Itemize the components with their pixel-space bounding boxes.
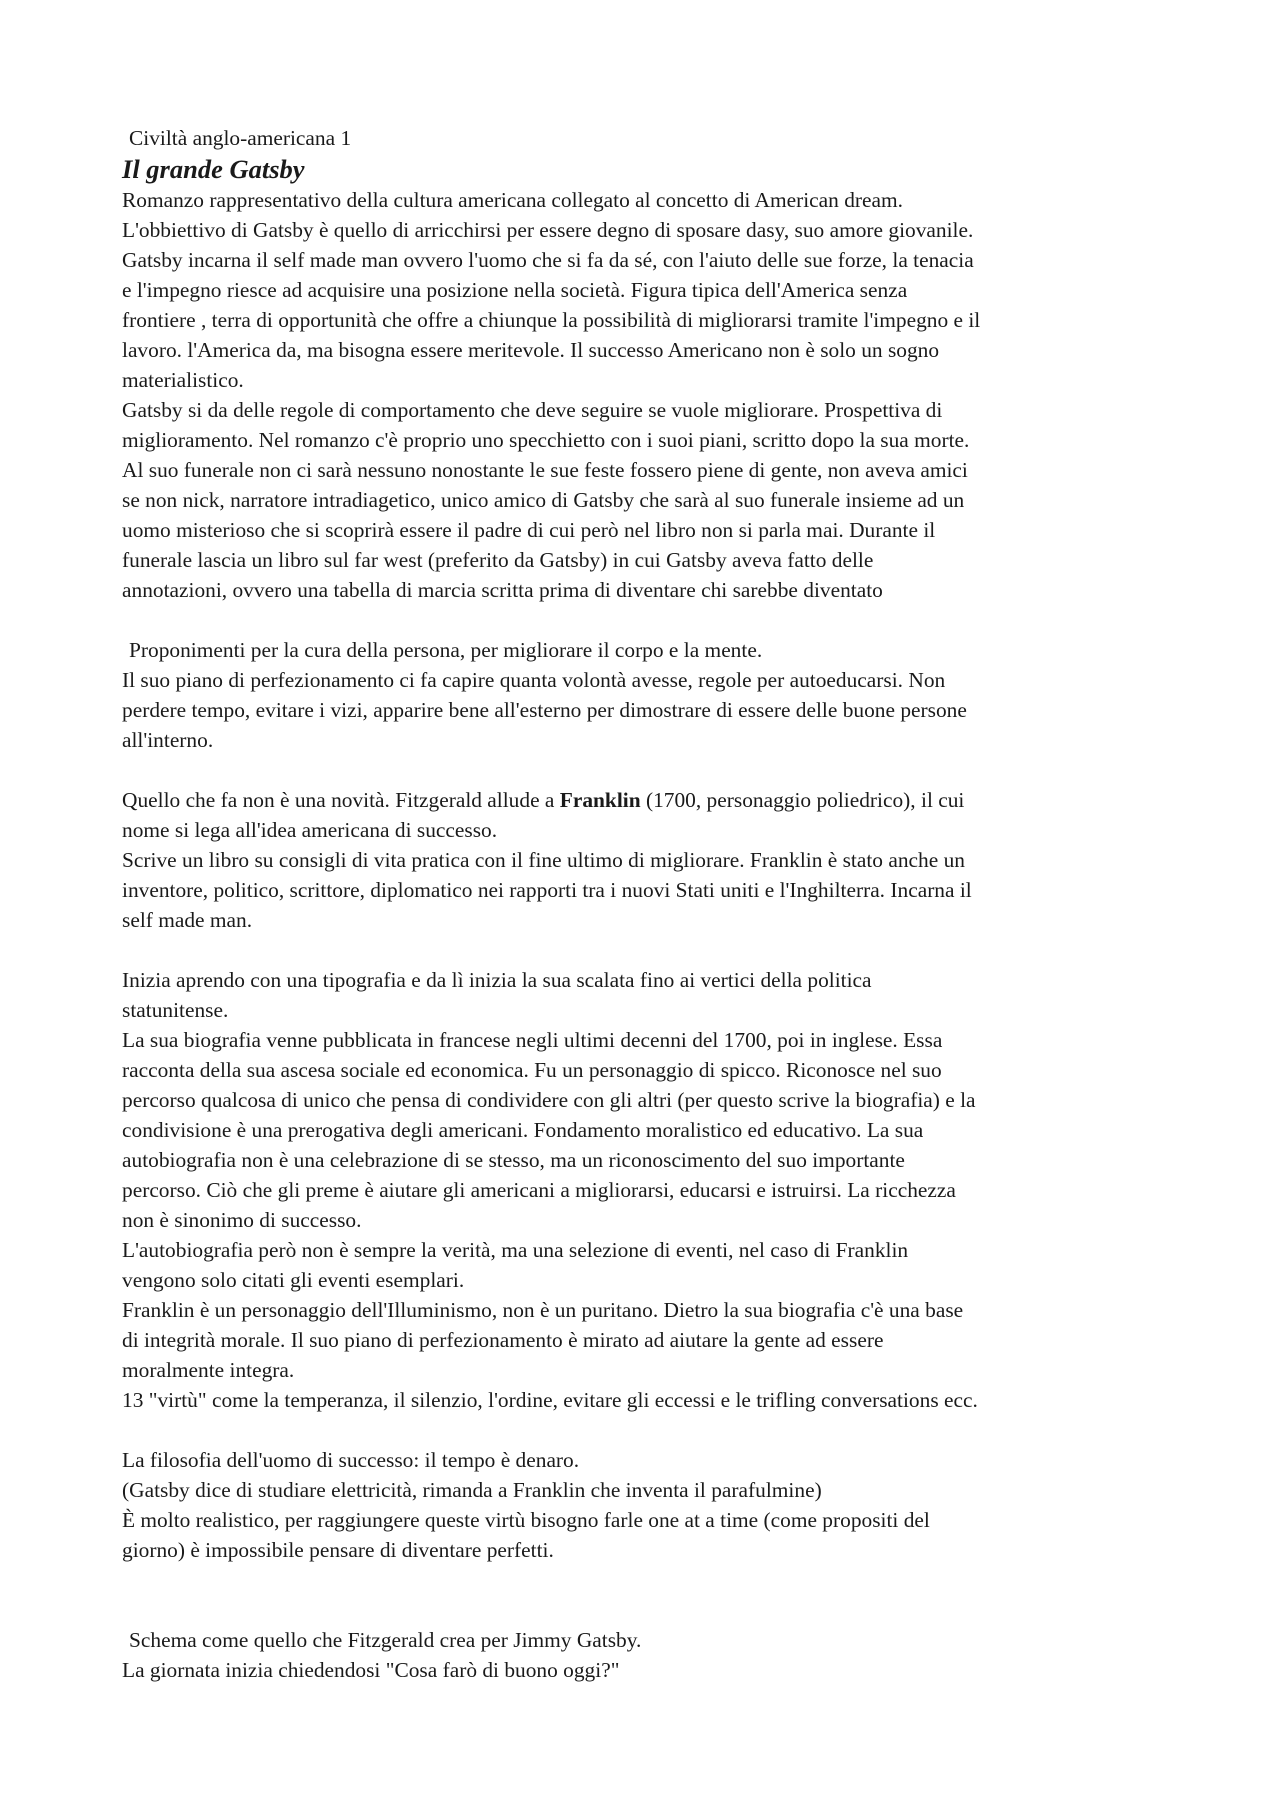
text-line: all'interno.: [122, 728, 214, 752]
paragraph-biografia: [122, 965, 1172, 1415]
text-line: self made man.: [122, 908, 253, 932]
text-line: Scrive un libro su consigli di vita pratica con il fine ultimo di migliorare. Franklin è stato anche un: [122, 848, 965, 872]
blank-line: [122, 935, 1172, 965]
text-line: statunitense.: [122, 998, 229, 1022]
text-line: La sua biografia venne pubblicata in francese negli ultimi decenni del 1700, poi in inglese. Essa: [122, 1028, 943, 1052]
text-line: e l'impegno riesce ad acquisire una posizione nella società. Figura tipica dell'America senza: [122, 278, 908, 302]
blank-line: [122, 1565, 1172, 1625]
document-page: [122, 123, 1172, 1685]
text-line: moralmente integra.: [122, 1358, 295, 1382]
course-heading: Civiltà anglo-americana 1: [129, 126, 352, 150]
text-line: giorno) è impossibile pensare di diventare perfetti.: [122, 1538, 554, 1562]
text-line: lavoro. l'America da, ma bisogna essere meritevole. Il successo Americano non è solo un sogno: [122, 338, 940, 362]
paragraph-proponimenti: [122, 635, 1172, 755]
text-line: se non nick, narratore intradiagetico, unico amico di Gatsby che sarà al suo funerale insieme ad un: [122, 488, 965, 512]
text-line: La giornata inizia chiedendosi "Cosa farò di buono oggi?": [122, 1658, 620, 1682]
text-line: 13 "virtù" come la temperanza, il silenzio, l'ordine, evitare gli eccessi e le trifling conversations ecc.: [122, 1388, 978, 1412]
document-title: Il grande Gatsby: [122, 154, 305, 184]
text-line: L'obbiettivo di Gatsby è quello di arricchirsi per essere degno di sposare dasy, suo amore giovanile.: [122, 218, 974, 242]
text-line: Gatsby incarna il self made man ovvero l'uomo che si fa da sé, con l'aiuto delle sue forze, la tenacia: [122, 248, 974, 272]
text-line: Schema come quello che Fitzgerald crea per Jimmy Gatsby.: [129, 1628, 642, 1652]
text-line: percorso qualcosa di unico che pensa di condividere con gli altri (per questo scrive la biografia) e la: [122, 1088, 976, 1112]
text-line: frontiere , terra di opportunità che offre a chiunque la possibilità di migliorarsi tramite l'impegno e il: [122, 308, 981, 332]
text-line: di integrità morale. Il suo piano di perfezionamento è mirato ad aiutare la gente ad essere: [122, 1328, 884, 1352]
text-line: Gatsby si da delle regole di comportamento che deve seguire se vuole migliorare. Prospettiva di: [122, 398, 943, 422]
text-line: miglioramento. Nel romanzo c'è proprio uno specchietto con i suoi piani, scritto dopo la sua morte.: [122, 428, 970, 452]
text-run: Quello che fa non è una novità. Fitzgerald allude a: [122, 788, 560, 812]
paragraph-schema: [122, 1625, 1172, 1685]
text-line: vengono solo citati gli eventi esemplari.: [122, 1268, 465, 1292]
text-line: annotazioni, ovvero una tabella di marcia scritta prima di diventare chi sarebbe diventato: [122, 578, 883, 602]
text-line: La filosofia dell'uomo di successo: il tempo è denaro.: [122, 1448, 580, 1472]
text-line: condivisione è una prerogativa degli americani. Fondamento moralistico ed educativo. La sua: [122, 1118, 924, 1142]
text-line: (Gatsby dice di studiare elettricità, rimanda a Franklin che inventa il parafulmine): [122, 1478, 822, 1502]
text-line: autobiografia non è una celebrazione di se stesso, ma un riconoscimento del suo importante: [122, 1148, 905, 1172]
text-run: (1700, personaggio poliedrico), il cui: [640, 788, 965, 812]
text-line: percorso. Ciò che gli preme è aiutare gli americani a migliorarsi, educarsi e istruirsi. La ricchezza: [122, 1178, 956, 1202]
franklin-bold: Franklin: [559, 788, 641, 812]
text-line: Proponimenti per la cura della persona, per migliorare il corpo e la mente.: [129, 638, 763, 662]
text-line: materialistico.: [122, 368, 244, 392]
text-line: Al suo funerale non ci sarà nessuno nonostante le sue feste fossero piene di gente, non aveva amici: [122, 458, 968, 482]
text-line: L'autobiografia però non è sempre la verità, ma una selezione di eventi, nel caso di Franklin: [122, 1238, 909, 1262]
paragraph-american-dream: [122, 185, 1172, 395]
text-line: Inizia aprendo con una tipografia e da lì inizia la sua scalata fino ai vertici della politica: [122, 968, 872, 992]
paragraph-gatsby-rules: [122, 395, 1172, 605]
text-line: È molto realistico, per raggiungere queste virtù bisogno farle one at a time (come propositi del: [122, 1508, 930, 1532]
paragraph-franklin: [122, 785, 1172, 935]
text-line: inventore, politico, scrittore, diplomatico nei rapporti tra i nuovi Stati uniti e l'Inghilterra. Incarna il: [122, 878, 972, 902]
text-line: Romanzo rappresentativo della cultura americana collegato al concetto di American dream.: [122, 188, 904, 212]
text-line: nome si lega all'idea americana di successo.: [122, 818, 498, 842]
text-line: racconta della sua ascesa sociale ed economica. Fu un personaggio di spicco. Riconosce nel suo: [122, 1058, 942, 1082]
text-line: [122, 785, 1172, 815]
text-line: Franklin è un personaggio dell'Illuminismo, non è un puritano. Dietro la sua biografia c'è una base: [122, 1298, 964, 1322]
text-line: Il suo piano di perfezionamento ci fa capire quanta volontà avesse, regole per autoeducarsi. Non: [122, 668, 946, 692]
paragraph-filosofia: [122, 1445, 1172, 1565]
text-line: funerale lascia un libro sul far west (preferito da Gatsby) in cui Gatsby aveva fatto delle: [122, 548, 874, 572]
blank-line: [122, 755, 1172, 785]
text-line: perdere tempo, evitare i vizi, apparire bene all'esterno per dimostrare di essere delle buone persone: [122, 698, 967, 722]
blank-line: [122, 605, 1172, 635]
text-line: non è sinonimo di successo.: [122, 1208, 362, 1232]
text-line: uomo misterioso che si scoprirà essere il padre di cui però nel libro non si parla mai. Durante il: [122, 518, 936, 542]
blank-line: [122, 1415, 1172, 1445]
